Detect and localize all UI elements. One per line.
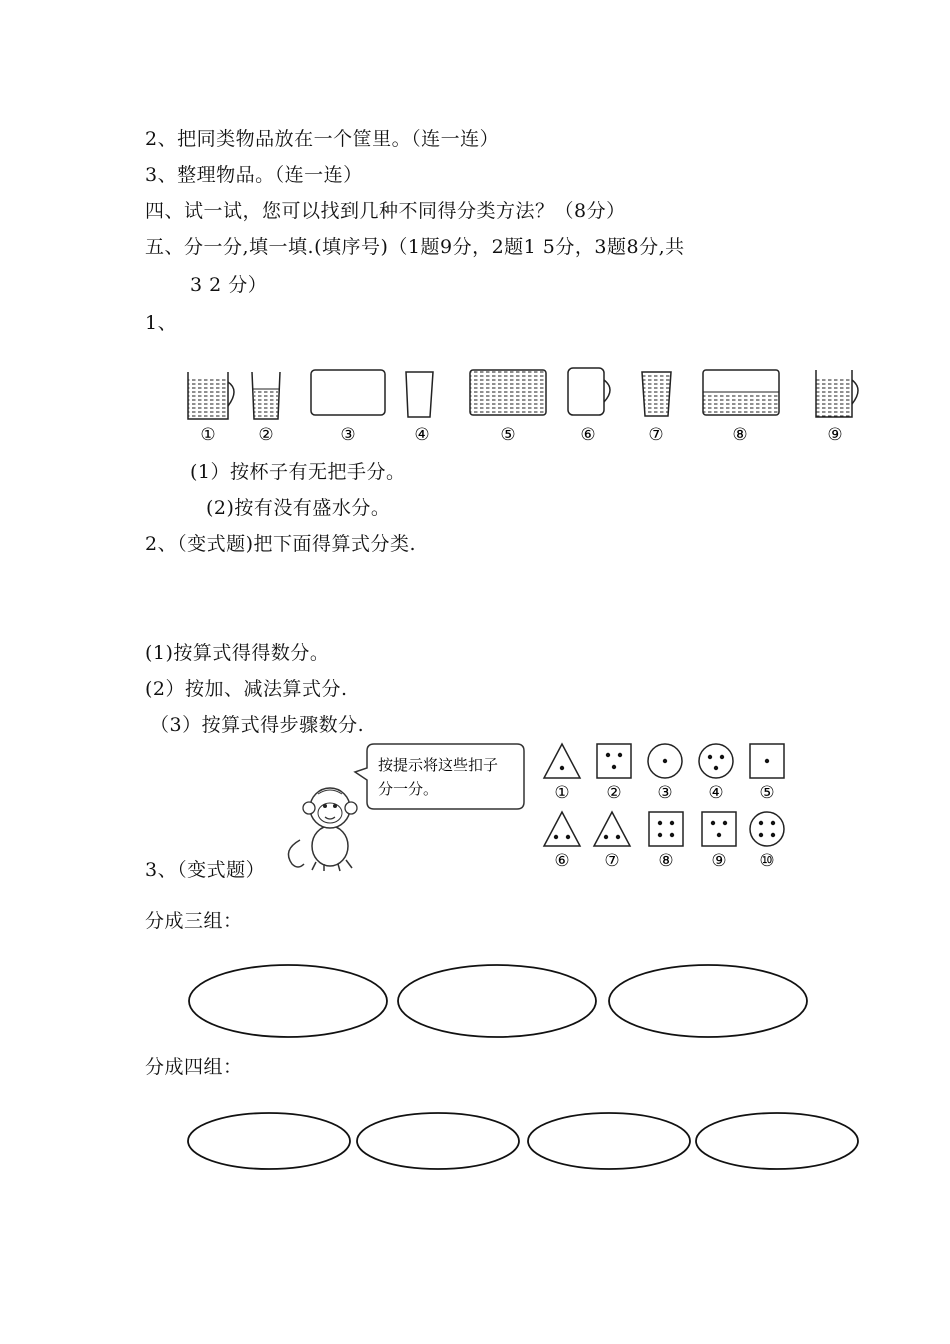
cup-2 bbox=[252, 372, 280, 419]
button-label: ⑤ bbox=[759, 783, 775, 803]
button-2 bbox=[597, 744, 631, 778]
button-10 bbox=[750, 812, 784, 846]
bubble-text-line-2: 分一分。 bbox=[378, 780, 439, 798]
problem-2-label: 2、（变式题)把下面得算式分类. bbox=[145, 533, 417, 555]
button-7 bbox=[594, 812, 630, 846]
button-label: ⑨ bbox=[711, 851, 727, 871]
button-label: ⑥ bbox=[554, 851, 570, 871]
section-4-heading: 四、试一试，您可以找到几种不同得分类方法？（8分） bbox=[145, 200, 626, 222]
cup-1 bbox=[188, 372, 234, 419]
section-5-heading-cont: 3 2 分） bbox=[190, 274, 268, 296]
question-2-text: 2、把同类物品放在一个筐里。（连一连） bbox=[145, 128, 500, 150]
cup-5 bbox=[470, 370, 546, 415]
button-4 bbox=[699, 744, 733, 778]
cup-9 bbox=[816, 370, 858, 417]
button-label: ③ bbox=[657, 783, 673, 803]
group-oval[interactable] bbox=[609, 965, 807, 1037]
button-label: ④ bbox=[708, 783, 724, 803]
cup-label: ① bbox=[200, 425, 216, 445]
cup-label: ③ bbox=[340, 425, 356, 445]
cup-label: ⑥ bbox=[580, 425, 596, 445]
problem-1-label: 1、 bbox=[145, 312, 178, 334]
group-oval[interactable] bbox=[398, 965, 596, 1037]
speech-bubble bbox=[352, 742, 527, 812]
four-groups-ovals bbox=[180, 1106, 870, 1176]
button-8 bbox=[649, 812, 683, 846]
button-label: ⑧ bbox=[658, 851, 674, 871]
question-3-text: 3、整理物品。（连一连） bbox=[145, 164, 363, 186]
cup-label: ② bbox=[258, 425, 274, 445]
cup-label: ⑧ bbox=[732, 425, 748, 445]
group-oval[interactable] bbox=[357, 1113, 519, 1169]
button-label: ② bbox=[606, 783, 622, 803]
button-1 bbox=[544, 744, 580, 778]
cups-figure bbox=[180, 362, 880, 448]
cup-label: ⑨ bbox=[827, 425, 843, 445]
cup-4 bbox=[406, 372, 433, 417]
cup-label: ⑤ bbox=[500, 425, 516, 445]
cup-8 bbox=[703, 370, 779, 415]
problem-1-part-2: (2)按有没有盛水分。 bbox=[206, 497, 391, 519]
cup-label: ④ bbox=[414, 425, 430, 445]
section-5-heading: 五、分一分,填一填.(填序号)（1题9分，2题1 5分，3题8分,共 bbox=[145, 236, 685, 258]
button-label: ⑦ bbox=[604, 851, 620, 871]
problem-2-part-2: (2）按加、减法算式分. bbox=[145, 678, 348, 700]
button-9 bbox=[702, 812, 736, 846]
group-oval[interactable] bbox=[528, 1113, 690, 1169]
cup-6 bbox=[568, 368, 610, 415]
buttons-figure bbox=[540, 740, 795, 876]
button-3 bbox=[648, 744, 682, 778]
problem-2-part-3: （3）按算式得步骤数分. bbox=[150, 714, 365, 736]
cup-7 bbox=[642, 372, 671, 416]
cup-3 bbox=[311, 370, 385, 415]
group-oval[interactable] bbox=[696, 1113, 858, 1169]
problem-3-label: 3、（变式题） bbox=[145, 859, 266, 881]
bubble-text-line-1: 按提示将这些扣子 bbox=[378, 756, 499, 774]
group-oval[interactable] bbox=[189, 965, 387, 1037]
button-5 bbox=[750, 744, 784, 778]
problem-2-part-1: (1)按算式得得数分。 bbox=[145, 642, 330, 664]
cup-label: ⑦ bbox=[648, 425, 664, 445]
four-groups-label: 分成四组： bbox=[145, 1056, 243, 1078]
problem-1-part-1: (1）按杯子有无把手分。 bbox=[190, 461, 406, 483]
button-label: ① bbox=[554, 783, 570, 803]
group-oval[interactable] bbox=[188, 1113, 350, 1169]
three-groups-ovals bbox=[180, 960, 820, 1044]
three-groups-label: 分成三组： bbox=[145, 910, 243, 932]
button-label: ⑩ bbox=[759, 851, 775, 871]
button-6 bbox=[544, 812, 580, 846]
